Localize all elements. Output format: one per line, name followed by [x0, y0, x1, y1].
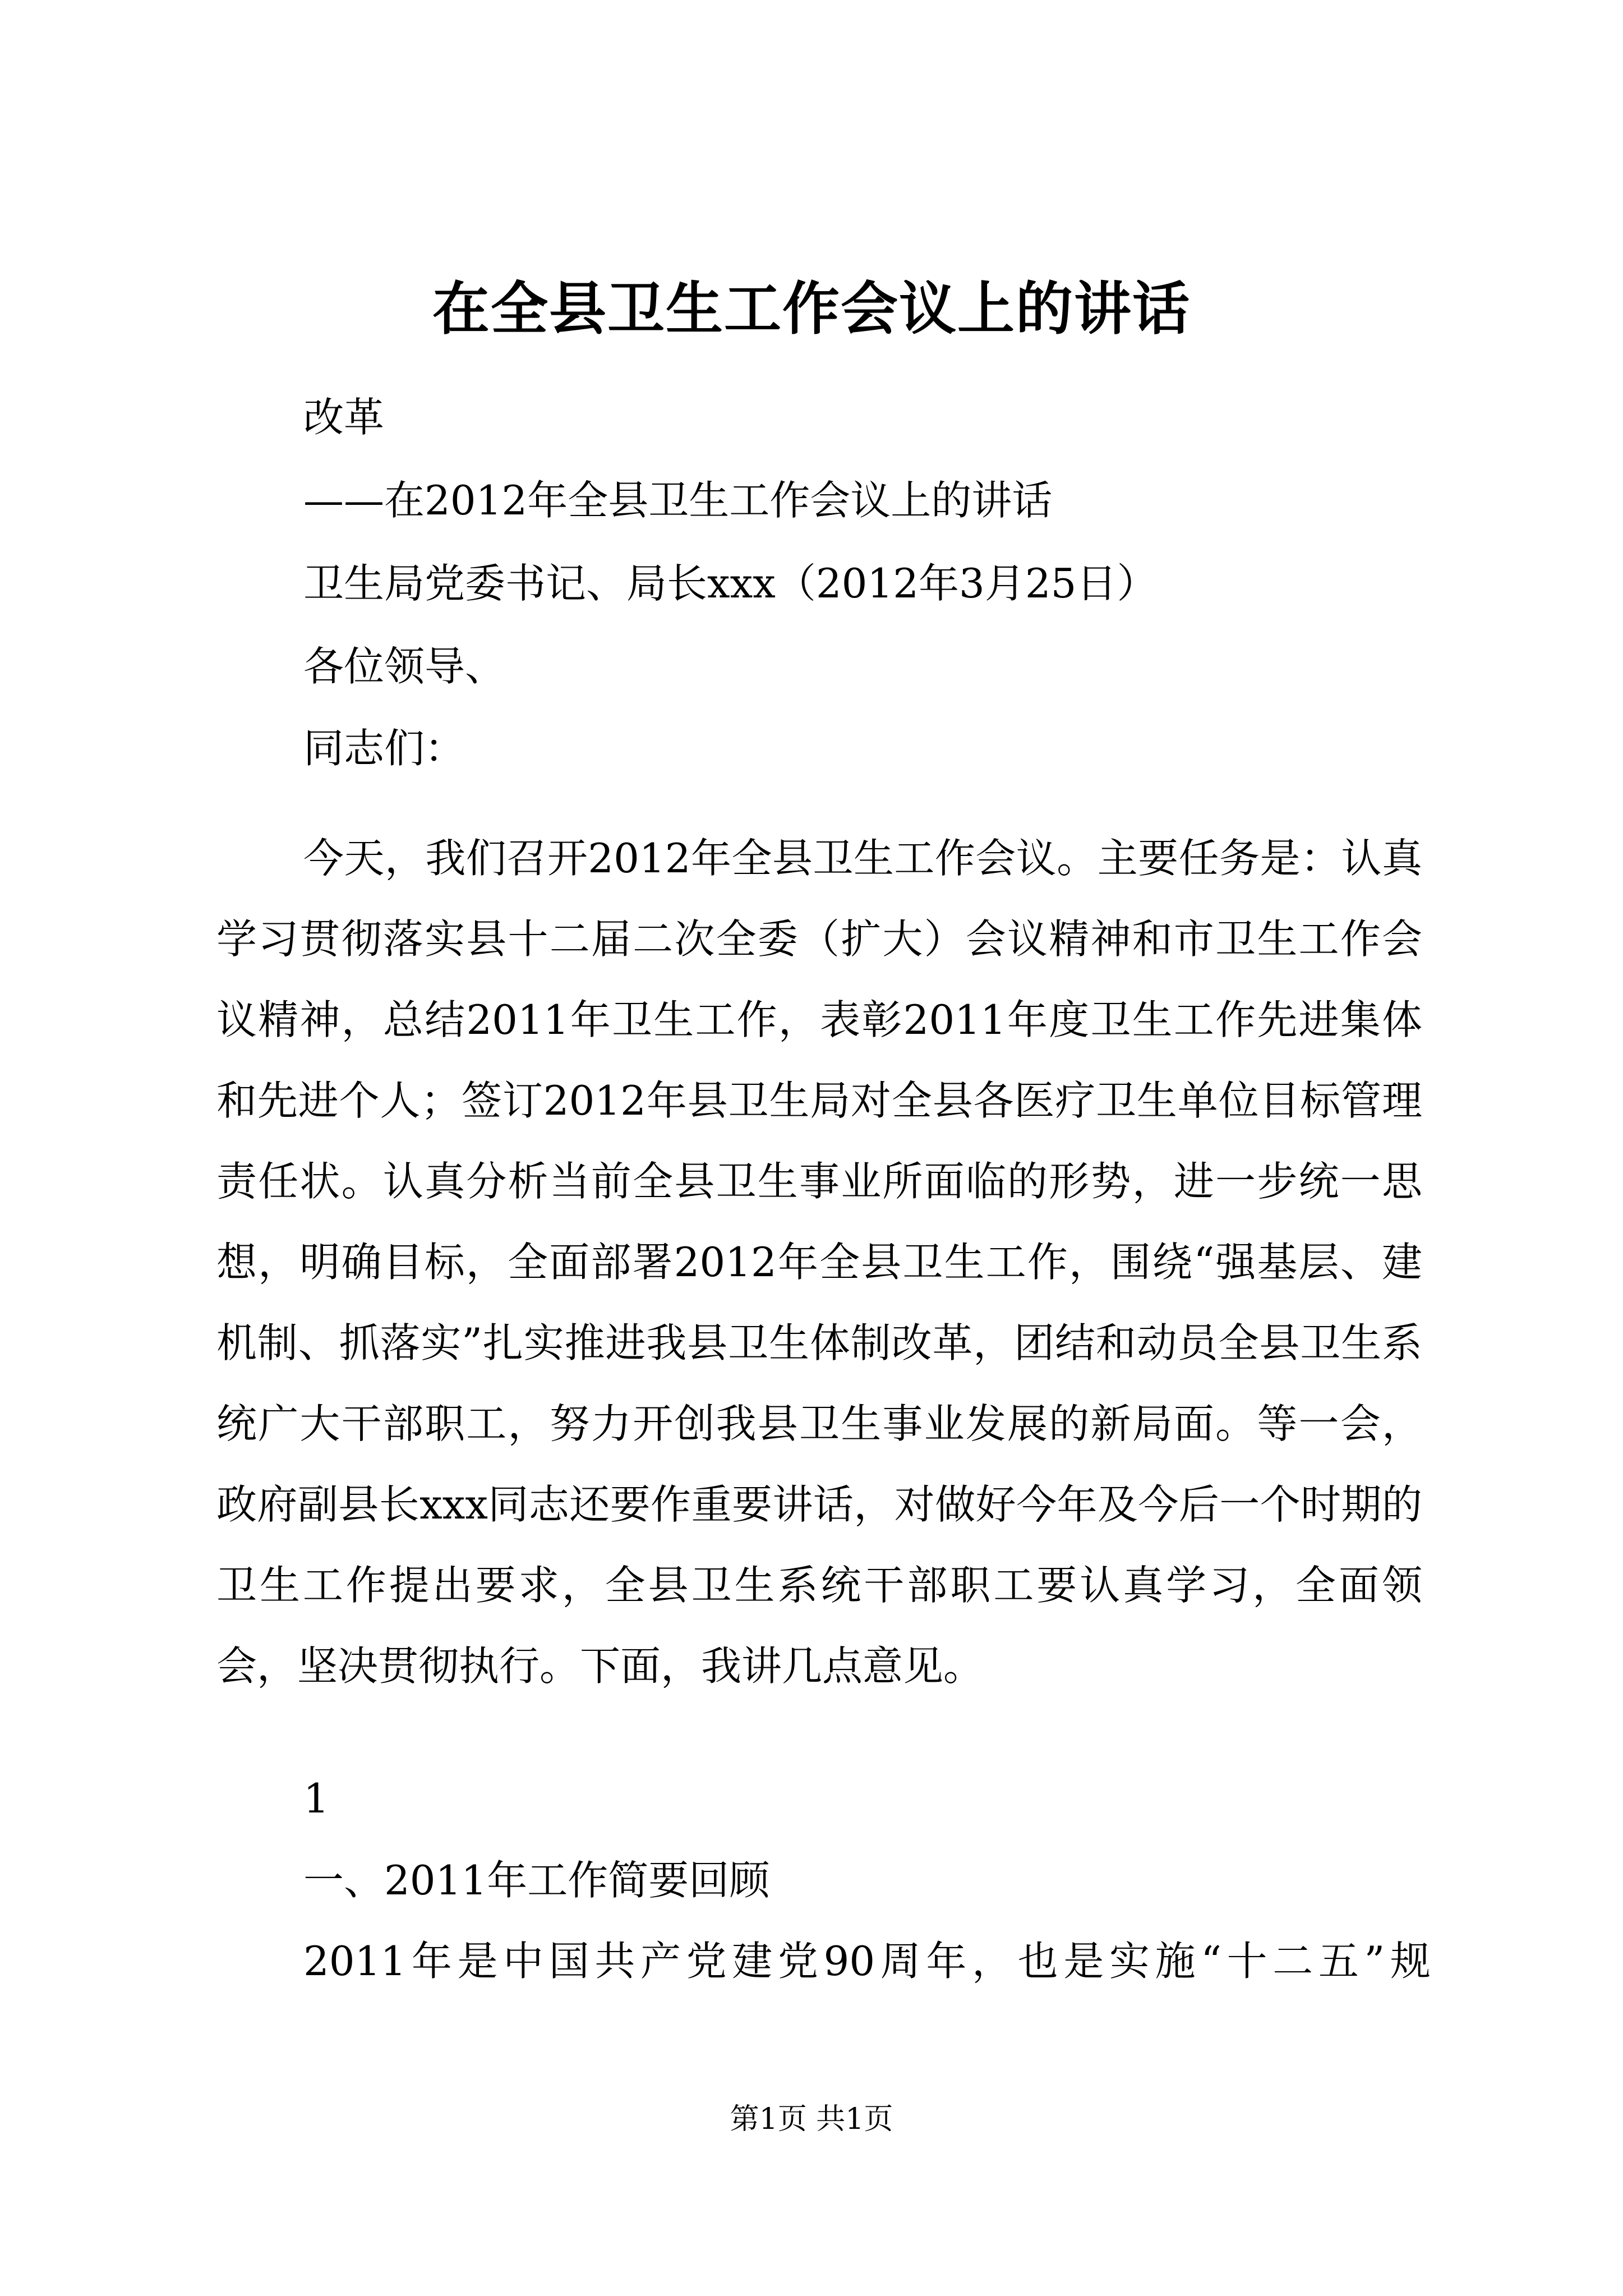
subtitle-reform: 改革 — [303, 394, 385, 441]
section-heading: 一、2011年工作简要回顾 — [303, 1857, 770, 1904]
salutation-comrades: 同志们： — [303, 725, 465, 772]
body-last-line: 2011年是中国共产党建党90周年，也是实施“十二五”规 — [303, 1938, 1431, 1985]
salutation-leaders: 各位领导、 — [303, 643, 506, 690]
section-number: 1 — [303, 1775, 329, 1822]
document-title: 在全县卫生工作会议上的讲话 — [432, 275, 1191, 343]
body-paragraph: 今天，我们召开2012年全县卫生工作会议。主要任务是：认真学习贯彻落实县十二届二次全委（扩大）会议精神和市卫生工作会议精神，总结2011年卫生工作，表彰2011年度卫生工作先进集体和先进个人；签订2012年县卫生局对全县各医疗卫生单位目标管理责任状。认真分析当前全县卫生事业所面临的形势，进一步统一思想，明确目标，全面部署2012年全县卫生工作，围绕“强基层、建机制、抓落实”扎实推进我县卫生体制改革，团结和动员全县卫生系统广大干部职工，努力开创我县卫生事业发展的新局面。等一会，政府副县长xxx同志还要作重要讲话，对做好今年及今后一个时期的卫生工作提出要求，全县卫生系统干部职工要认真学习，全面领会，坚决贯彻执行。下面，我讲几点意见。 — [216, 835, 1422, 1690]
speaker-line: 卫生局党委书记、局长xxx（2012年3月25日） — [303, 560, 1158, 607]
page-footer: 第1页 共1页 — [730, 2102, 893, 2136]
subtitle-speech: ——在2012年全县卫生工作会议上的讲话 — [303, 477, 1053, 524]
